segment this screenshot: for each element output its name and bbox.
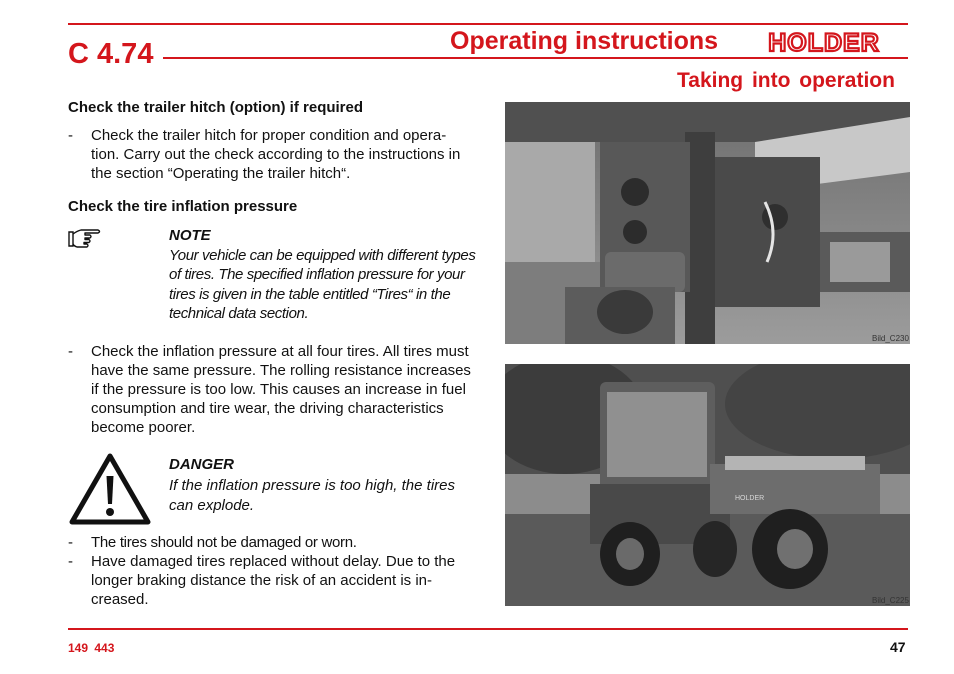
trailer-hitch-illustration	[505, 102, 910, 344]
tractor-brand-text: HOLDER	[735, 495, 765, 502]
final-bullet-2-text: Have damaged tires replaced without delay. Due to the longer braking distance the risk of an accident is in-creased.	[91, 553, 456, 608]
pressure-bullet-text: Check the inflation pressure at all four tires. All tires must have the same pressure. The rolling resistance increases if the pressure is too low. This causes an increase in fuel consumption and tire wear, the driving characteristics become poorer.	[91, 343, 471, 436]
header-mid-rule	[163, 57, 908, 59]
note-text: Your vehicle can be equipped with different types of tires. The specified inflation pressure for your tires is given in the table entitled “Tires“ in the technical data section.	[169, 247, 476, 322]
final-bullet-1-text: The tires should not be damaged or worn.	[91, 534, 357, 551]
hitch-bullet-text: Check the trailer hitch for proper condition and opera-tion. Carry out the check according to the instructions in the section “Operating the trailer hitch“.	[91, 127, 461, 182]
footer-rule	[68, 628, 908, 630]
tractor-photo	[505, 364, 910, 606]
section-code: C 4.74	[68, 38, 154, 70]
note-label: NOTE	[169, 227, 211, 244]
figure-caption-1: Bild_C230	[872, 334, 909, 343]
figure-caption-2: Bild_C225	[872, 596, 909, 605]
tractor-illustration	[505, 364, 910, 606]
holder-logo	[748, 30, 900, 54]
danger-text: If the inflation pressure is too high, the tires can explode.	[169, 477, 455, 514]
bullet-dash: -	[68, 127, 73, 144]
tire-heading: Check the tire inflation pressure	[68, 198, 298, 215]
header-top-rule	[68, 23, 908, 25]
page-subtitle: Taking into operation	[677, 69, 895, 92]
holder-logo-text: HOLDER	[768, 30, 880, 54]
danger-label: DANGER	[169, 456, 235, 473]
hitch-heading: Check the trailer hitch (option) if required	[68, 99, 364, 116]
page-number: 47	[890, 639, 906, 655]
bullet-dash: -	[68, 553, 73, 570]
document-number: 149 443	[68, 641, 115, 655]
pointing-hand-icon	[68, 226, 102, 248]
bullet-dash: -	[68, 343, 73, 360]
header-title: Operating instructions	[450, 27, 719, 55]
trailer-hitch-photo	[505, 102, 910, 344]
bullet-dash: -	[68, 534, 73, 551]
warning-triangle-icon	[68, 452, 152, 526]
